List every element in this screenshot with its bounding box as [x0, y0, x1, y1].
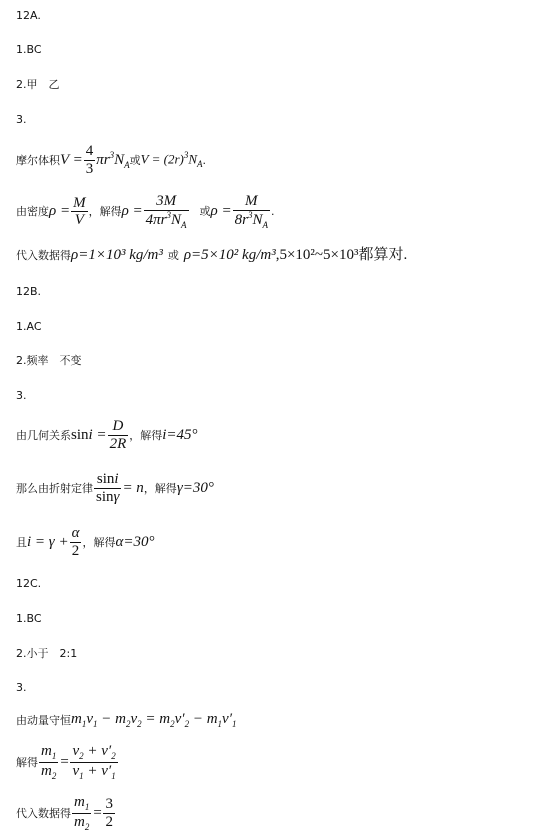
density-line: 由密度 ρ = $\frac{M}{V}$ ，解得 ρ = $\frac{3M}{4\pi r^3N_A}$ 或 ρ = $\frac{M}{8r^3N_A}$ .	[16, 193, 275, 230]
fraction: $\frac{M}{V}$	[73, 194, 86, 229]
momentum-label: 由动量守恒	[16, 714, 71, 727]
result: γ=30°	[176, 479, 214, 496]
equation: $\pi r^3N_A$	[96, 149, 130, 170]
section-title-12a: 12A.	[16, 9, 41, 22]
equation: ρ=5×10² kg/m³	[183, 247, 276, 263]
section-title-12c: 12C.	[16, 577, 42, 590]
refraction-line	[16, 471, 214, 505]
and-label: 且	[16, 535, 27, 549]
fraction: $\frac{3}{2}$	[105, 796, 113, 830]
molar-volume-line: 摩尔体积 V = $\frac{4}{3}$ $\pi r^3N_A$ 或 $V = (2r)^3N_A$ .	[16, 143, 207, 177]
result-line	[16, 794, 116, 833]
geometry-label: 由几何关系	[16, 428, 71, 442]
fraction: $\frac{D}{2R}$	[109, 418, 127, 452]
equation: sini =	[71, 426, 107, 443]
answer-3-label: 3.	[16, 681, 27, 694]
density-label: 由密度	[16, 205, 49, 219]
answer-3-label: 3.	[16, 113, 27, 126]
fraction: $\frac{4}{3}$	[85, 143, 94, 177]
fraction: $\frac{m_1}{m_2}$	[41, 743, 57, 781]
equation: ρ =	[121, 203, 143, 220]
answer-2: 2.甲 乙	[16, 78, 60, 91]
refraction-label: 那么由折射定律	[16, 481, 93, 495]
solve-text: ，解得	[82, 535, 116, 549]
fraction: $\frac{\alpha}{2}$	[71, 525, 80, 559]
solve-text: ，解得	[88, 205, 122, 219]
equation: $m_1v_1 - m_2v_2 = m_2v'_2 - m_1v'_1$	[71, 711, 237, 729]
fraction: $\frac{m_1}{m_2}$	[74, 794, 90, 832]
equation: ρ =	[210, 203, 232, 220]
answer-1: 1.BC	[16, 43, 42, 56]
equation: V =	[60, 151, 83, 168]
result: i=45°	[162, 426, 198, 443]
fraction: $\frac{v_2 + v'_2}{v_1 + v'_1}$	[72, 743, 116, 781]
momentum-line	[16, 712, 237, 729]
answer-1: 1.BC	[16, 612, 42, 625]
section-title-12b: 12B.	[16, 285, 42, 298]
substitution-label: 代入数据得	[16, 806, 71, 820]
fraction: $\frac{3M}{4\pi r^3N_A}$	[145, 193, 187, 230]
fraction: $\frac{\sin i}{\sin\gamma}$	[96, 471, 120, 505]
or-text: 或	[199, 205, 211, 219]
equation: $V = (2r)^3N_A$	[140, 150, 203, 169]
fraction: $\frac{M}{8r^3N_A}$	[234, 193, 268, 230]
geometry-line	[16, 418, 198, 452]
equation: ρ =	[49, 203, 71, 220]
or-text: 或	[129, 153, 141, 167]
solve-line	[16, 743, 119, 782]
equation: = n	[122, 479, 144, 496]
result: α=30°	[115, 533, 155, 550]
substitution-label: 代入数据得	[16, 249, 71, 262]
answer-3-label: 3.	[16, 389, 27, 402]
equation: =	[59, 753, 70, 770]
note-text: ,5×10²~5×10³都算对.	[275, 247, 408, 263]
equation: i = γ +	[27, 533, 69, 550]
answer-1: 1.AC	[16, 320, 42, 333]
answer-2: 2.小于 2:1	[16, 647, 78, 660]
answer-2: 2.频率 不变	[16, 354, 82, 367]
solve-label: 解得	[16, 755, 38, 769]
solve-text: ，解得	[143, 481, 177, 495]
or-text: 或	[167, 249, 179, 262]
equation: ρ=1×10³ kg/m³	[71, 247, 163, 263]
solve-text: ，解得	[129, 428, 163, 442]
angle-line	[16, 525, 154, 559]
substitution-line	[16, 248, 407, 263]
equation: =	[92, 804, 103, 821]
molar-volume-label: 摩尔体积	[16, 153, 60, 167]
